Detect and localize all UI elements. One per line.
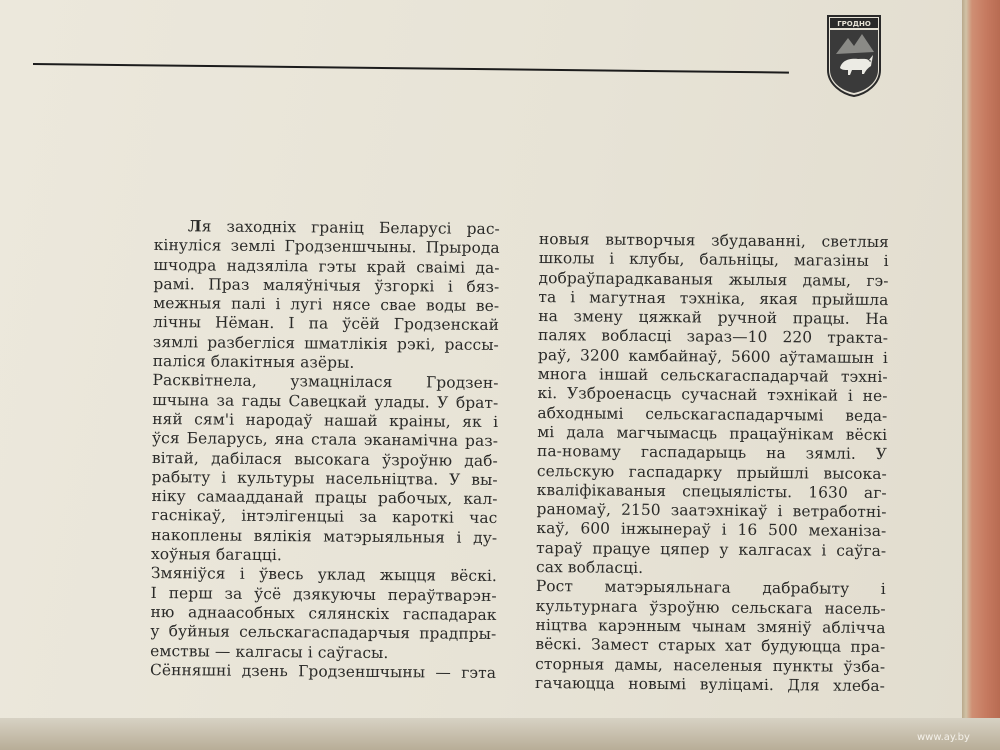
text-line: та і магутная тэхніка, якая прыйшла xyxy=(538,287,889,309)
text-line: новыя вытворчыя збудаванні, светлыя xyxy=(538,230,889,252)
text-line: І перш за ўсё дзякуючы пераўтварэн- xyxy=(150,583,497,605)
text-line: хоўныя багацці. xyxy=(150,545,283,565)
text-line: зямлі разбегліся шматлікія рэкі, рассы- xyxy=(152,332,499,354)
text-line: культурнага ўзроўню сельскага насель- xyxy=(535,596,886,618)
text-line: емствы — калгасы і саўгасы. xyxy=(150,641,389,662)
watermark: www.ay.by xyxy=(917,732,970,743)
page-bottom-edge xyxy=(0,718,1000,750)
text-line: раномаў, 2150 заатэхнікаў і ветработні- xyxy=(536,500,887,522)
text-line: Рост матэрыяльнага дабрабыту і xyxy=(535,577,886,599)
text-line: мі дала магчымасць працаўнікам вёскі xyxy=(537,422,888,445)
text-line: вёскі. Замест старых хат будуюцца пра- xyxy=(535,635,886,657)
text-line: сельскую гаспадарку прыйшлі высока- xyxy=(536,461,887,483)
right-text-column xyxy=(535,230,889,696)
text-line: тараў працуе цяпер у калгасах і саўга- xyxy=(536,538,887,560)
text-line: школы і клубы, бальніцы, магазіны і xyxy=(538,249,889,271)
text-line: ню аднаасобных сялянскіх гаспадарак xyxy=(150,602,497,624)
text-line: сах вобласці. xyxy=(535,558,644,577)
text-line: вітай, дабілася высокага ўзроўню даб- xyxy=(151,448,498,470)
text-line: сторныя дамы, населеныя пункты ўзба- xyxy=(535,654,886,676)
text-line: у буйныя сельскагаспадарчыя прадпры- xyxy=(150,622,497,644)
text-line: раў, 3200 камбайнаў, 5600 аўтамашын і xyxy=(537,345,888,367)
text-line: шчодра надзяліла гэты край сваімі да- xyxy=(153,255,500,277)
text-line: паліся блакітныя азёры. xyxy=(152,352,355,372)
text-line: ўся Беларусь, яна стала эканамічна раз- xyxy=(151,429,499,451)
text-line: на змену цяжкай ручной працы. На xyxy=(538,307,889,329)
text-line: межныя палі і лугі нясе свае воды ве- xyxy=(153,294,500,316)
text-line: Расквітнела, узмацнілася Гродзен- xyxy=(152,371,499,393)
text-line: па-новаму гаспадарыць на зямлі. У xyxy=(536,442,888,464)
text-line: шчына за гады Савецкай улады. У брат- xyxy=(152,390,499,412)
text-line: палях вобласці зараз—10 220 трактa- xyxy=(538,326,889,348)
text-line: рамі. Праз маляўнічыя ўзгоркі і бяз- xyxy=(153,274,500,296)
first-line-text: я заходніх граніц Беларусі рас- xyxy=(201,217,500,239)
text-line: ніку самаадданай працы рабочых, кал- xyxy=(151,487,498,509)
text-line: Сённяшні дзень Гродзеншчыны — гэта xyxy=(149,660,497,682)
text-line: кінуліся землі Гродзеншчыны. Прырода xyxy=(153,236,500,258)
text-line: гаснікаў, інтэлігенцыі за кароткі час xyxy=(151,506,498,528)
left-text-column xyxy=(150,217,500,683)
text-line: каў, 600 інжынераў і 16 500 механіза- xyxy=(536,519,887,541)
text-line: кі. Узброенасць сучаснай тэхнікай і не- xyxy=(537,384,888,406)
text-line: лічны Нёман. І па ўсёй Гродзенскай xyxy=(153,313,500,335)
text-line: няй сям'і народаў нашай краіны, як і xyxy=(152,409,499,431)
text-line: ніцтва карэнным чынам змяніў аблічча xyxy=(535,615,886,637)
text-line: Змяніўся і ўвесь уклад жыцця вёскі. xyxy=(150,564,497,586)
text-line: накоплены вялікія матэрыяльныя і ду- xyxy=(151,525,498,547)
book-spine xyxy=(962,0,1000,750)
emblem-label: ГРОДНО xyxy=(837,20,871,29)
text-line: кваліфікаваныя спецыялісты. 1630 аг- xyxy=(536,480,887,502)
text-line: рабыту і культуры насельніцтва. У вы- xyxy=(151,467,498,489)
dropcap: Л xyxy=(187,217,202,236)
text-line: добраўпарадкаваныя жылыя дамы, гэ- xyxy=(538,268,889,290)
text-line: гачаюцца новымі вуліцамі. Для хлеба- xyxy=(534,673,886,695)
text-line: многа іншай сельскагаспадарчай тэхні- xyxy=(537,365,888,387)
grodno-coat-of-arms-icon xyxy=(826,14,882,98)
text-line: абходнымі сельскагаспадарчымі веда- xyxy=(537,403,888,425)
